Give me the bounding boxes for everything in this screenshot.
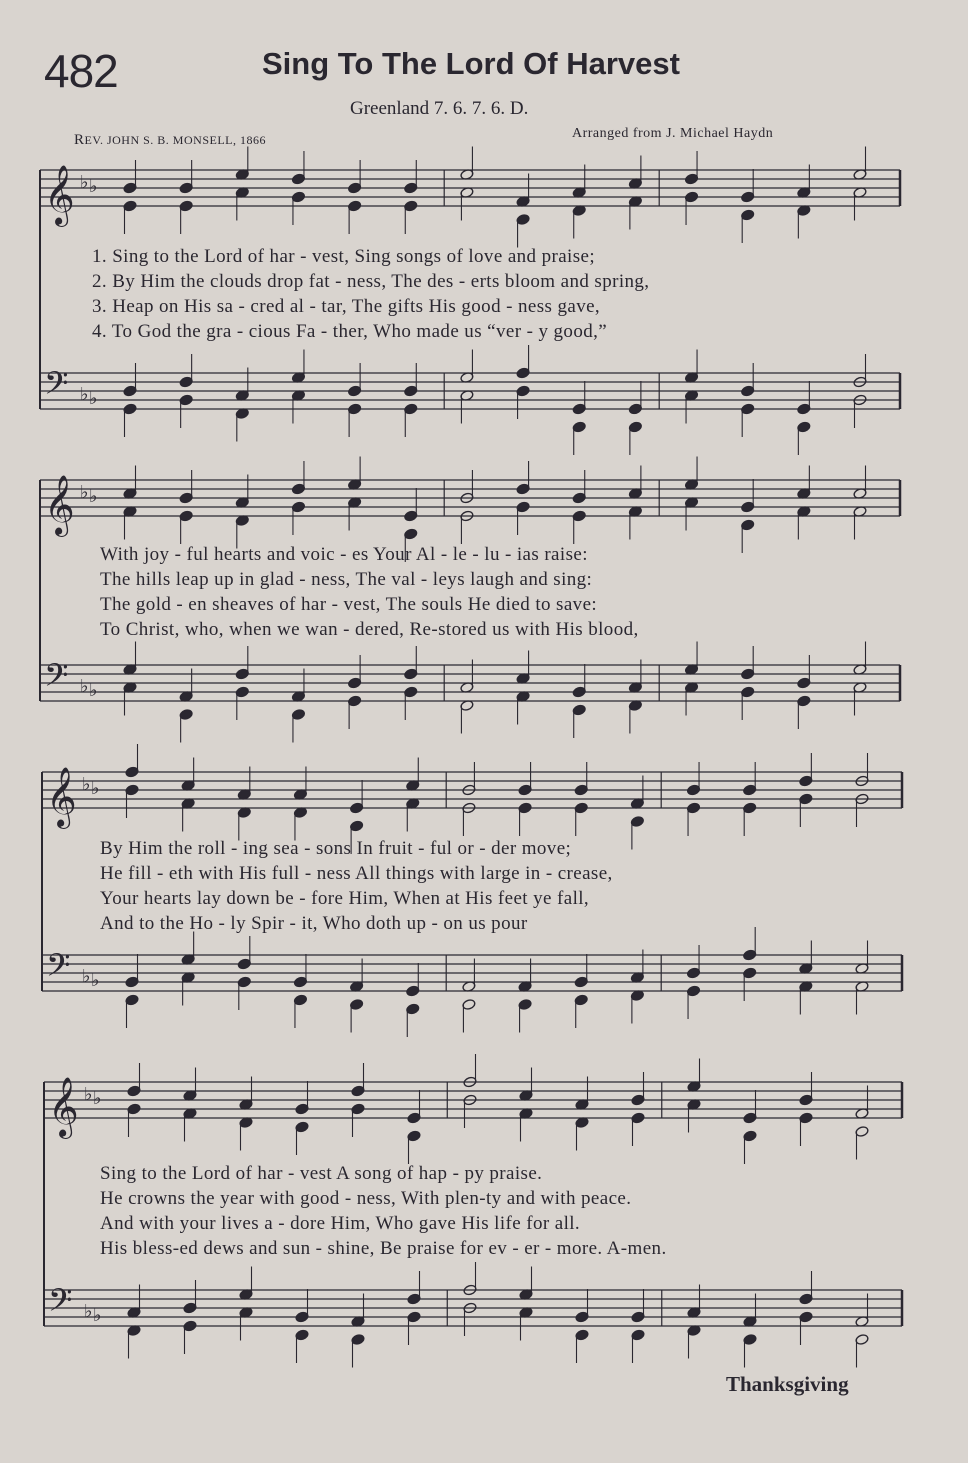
bass-clef: 𝄢 — [46, 947, 71, 991]
flat-sign: ♭ — [89, 680, 98, 701]
flat-sign: ♭ — [82, 966, 91, 987]
tune-and-meter: Greenland 7. 6. 7. 6. D. — [350, 98, 529, 119]
flat-sign: ♭ — [89, 176, 98, 197]
flat-sign: ♭ — [80, 482, 89, 503]
flat-sign: ♭ — [91, 778, 100, 799]
flat-sign: ♭ — [91, 970, 100, 991]
hymn-title: Sing To The Lord Of Harvest — [262, 46, 680, 81]
lyric-line: His bless-ed dews and sun - shine, Be praise for ev - er - more. A-men. — [100, 1238, 667, 1259]
flat-sign: ♭ — [84, 1084, 93, 1105]
flat-sign: ♭ — [89, 486, 98, 507]
flat-sign: ♭ — [82, 774, 91, 795]
bass-clef: 𝄢 — [48, 1282, 73, 1326]
lyric-line: To Christ, who, when we wan - dered, Re-stored us with His blood, — [100, 619, 639, 640]
lyric-line: He crowns the year with good - ness, With plen-ty and with peace. — [100, 1188, 632, 1209]
flat-sign: ♭ — [93, 1305, 102, 1326]
lyric-line: And with your lives a - dore Him, Who gave His life for all. — [100, 1213, 581, 1234]
lyric-line: 2. By Him the clouds drop fat - ness, The des - erts bloom and spring, — [92, 271, 650, 292]
flat-sign: ♭ — [80, 384, 89, 405]
treble-clef: 𝄞 — [46, 767, 77, 827]
lyric-line: Sing to the Lord of har - vest A song of hap - py praise. — [100, 1163, 543, 1184]
flat-sign: ♭ — [80, 676, 89, 697]
bass-clef: 𝄢 — [44, 365, 69, 409]
author-initial: R — [74, 132, 85, 148]
flat-sign: ♭ — [80, 172, 89, 193]
lyric-line: The hills leap up in glad - ness, The val - leys laugh and sing: — [100, 569, 593, 590]
flat-sign: ♭ — [89, 388, 98, 409]
lyric-line: By Him the roll - ing sea - sons In fruit - ful or - der move; — [100, 838, 572, 859]
lyric-line: Your hearts lay down be - fore Him, When at His feet ye fall, — [100, 888, 590, 909]
treble-clef: 𝄞 — [44, 475, 75, 535]
lyric-line: 3. Heap on His sa - cred al - tar, The gifts His good - ness gave, — [92, 296, 601, 317]
lyric-line: With joy - ful hearts and voic - es Your Al - le - lu - ias raise: — [100, 544, 588, 565]
author-rest: EV. JOHN S. B. MONSELL, 1866 — [84, 133, 266, 147]
bass-clef: 𝄢 — [44, 657, 69, 701]
lyric-line: The gold - en sheaves of har - vest, The souls He died to save: — [100, 594, 598, 615]
flat-sign: ♭ — [93, 1088, 102, 1109]
treble-clef: 𝄞 — [44, 165, 75, 225]
arranger-credit: Arranged from J. Michael Haydn — [572, 126, 774, 141]
topic-label: Thanksgiving — [726, 1372, 849, 1396]
hymn-number: 482 — [44, 45, 118, 97]
lyric-line: And to the Ho - ly Spir - it, Who doth up - on us pour — [100, 913, 528, 934]
treble-clef: 𝄞 — [48, 1077, 79, 1137]
lyric-line: 4. To God the gra - cious Fa - ther, Who made us “ver - y good,” — [92, 321, 608, 342]
lyric-line: He fill - eth with His full - ness All things with large in - crease, — [100, 863, 613, 884]
flat-sign: ♭ — [84, 1301, 93, 1322]
lyric-line: 1. Sing to the Lord of har - vest, Sing songs of love and praise; — [92, 246, 596, 267]
